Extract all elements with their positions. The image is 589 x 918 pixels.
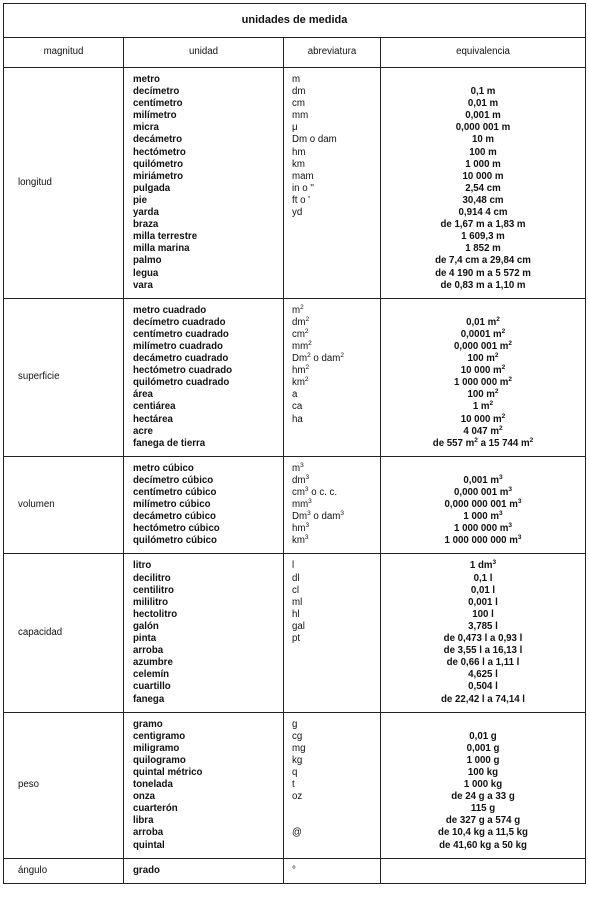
unit-name: metro: [133, 74, 160, 85]
unit-name: galón: [133, 620, 159, 632]
unit-abbreviation: cl: [292, 584, 299, 596]
unit-abbreviation: in o '': [292, 182, 315, 194]
unit-equivalence: 1 852 m: [465, 243, 501, 255]
table-row: [4, 712, 586, 858]
equivalence-cell: [381, 554, 586, 712]
unit-name: fanega de tierra: [133, 437, 206, 449]
unit-name: tonelada: [133, 779, 173, 791]
unit-equivalence: de 4 190 m a 5 572 m: [435, 267, 531, 279]
unit-abbreviation: $hm^3$: [292, 522, 310, 535]
unit-abbreviation: [292, 645, 380, 657]
unit-name: braza: [133, 219, 159, 231]
unit-abbreviation: [292, 840, 380, 852]
unit-equivalence: de 1,67 m a 1,83 m: [440, 219, 526, 231]
header-row: [4, 38, 586, 68]
unit-name: metro cúbico: [133, 462, 194, 474]
unit-name: área: [133, 389, 153, 401]
unit-name: pinta: [133, 633, 157, 645]
unit-equivalence: de 0,473 l a 0,93 l: [443, 633, 523, 645]
unit-abbreviation: $m^2$: [292, 303, 304, 316]
unit-cell: [124, 456, 284, 554]
unit-equivalence: 0,01 l: [470, 584, 496, 596]
unit-abbreviation: oz: [292, 791, 303, 803]
unit-name: fanega: [133, 693, 165, 705]
unit-abbreviation: [292, 803, 380, 815]
unit-cell: [124, 712, 284, 858]
title-row: [4, 4, 586, 38]
unit-equivalence: 0,000 001 $m^3$: [453, 486, 513, 498]
table-row: [4, 456, 586, 554]
unit-equivalence: 0,01 $m^2$: [466, 315, 500, 328]
unit-name: milla terrestre: [133, 231, 198, 243]
unit-equivalence: [381, 865, 585, 877]
unit-equivalence: [381, 305, 585, 317]
unit-name: hectómetro: [133, 146, 186, 158]
unit-abbreviation: a: [292, 389, 298, 401]
unit-equivalence: 100 $m^2$: [467, 352, 499, 365]
unit-name: arroba: [133, 645, 164, 657]
unit-abbreviation: $km^3$: [292, 534, 309, 547]
unit-equivalence: 0,001 g: [466, 742, 500, 754]
abbreviation-cell: [284, 712, 381, 858]
unit-equivalence: 1 $dm^3$: [469, 559, 497, 572]
unit-abbreviation: Dm$^3$ o dam$^3$: [292, 510, 344, 523]
unit-equivalence: 10 000 m: [462, 170, 504, 182]
equivalence-cell: [381, 712, 586, 858]
unit-equivalence: 1 000 $m^3$: [463, 510, 503, 523]
unit-name: centiárea: [133, 401, 176, 413]
unit-equivalence: 1 000 kg: [463, 779, 503, 791]
unit-equivalence: 0,1 l: [473, 572, 493, 584]
unit-abbreviation: $km^2$: [292, 376, 309, 389]
unit-cell: [124, 298, 284, 456]
unit-abbreviation: pt: [292, 633, 301, 645]
unit-equivalence: 1 000 g: [466, 754, 500, 766]
unit-abbreviation: [292, 815, 380, 827]
unit-abbreviation: [292, 657, 380, 669]
unit-name: pulgada: [133, 182, 171, 194]
unit-name: centímetro: [133, 98, 183, 110]
unit-equivalence: 100 kg: [467, 766, 499, 778]
header-unidad: unidad: [124, 38, 284, 68]
unit-name: litro: [133, 560, 152, 572]
unit-name: centímetro cuadrado: [133, 328, 229, 340]
unit-abbreviation: [292, 694, 380, 706]
unit-name: gramo: [133, 718, 163, 730]
unit-abbreviation: [292, 438, 380, 450]
table-row: [4, 298, 586, 456]
unit-cell: [124, 68, 284, 299]
unit-equivalence: 10 000 $m^2$: [460, 364, 506, 377]
unit-abbreviation: $cm^3$ o c. c.: [292, 486, 338, 498]
unit-equivalence: [381, 719, 585, 731]
equivalence-cell: [381, 456, 586, 554]
unit-name: decámetro cúbico: [133, 511, 216, 523]
magnitude-cell: capacidad: [4, 554, 124, 712]
unit-abbreviation: °: [292, 864, 296, 876]
unit-name: yarda: [133, 207, 159, 219]
unit-equivalence: 0,01 g: [469, 730, 497, 742]
unit-abbreviation: [292, 426, 380, 438]
unit-name: cuarterón: [133, 803, 178, 815]
unit-name: quilómetro cuadrado: [133, 377, 230, 389]
header-abreviatura: abreviatura: [284, 38, 381, 68]
table-title: unidades de medida: [4, 4, 586, 38]
abbreviation-cell: [284, 554, 381, 712]
unit-equivalence: 115 g: [470, 803, 496, 815]
unit-name: decímetro cuadrado: [133, 316, 226, 328]
unit-name: miligramo: [133, 742, 180, 754]
unit-name: decámetro cuadrado: [133, 353, 229, 365]
unit-abbreviation: dm: [292, 86, 306, 98]
unit-equivalence: 0,001 l: [468, 596, 498, 608]
unit-name: miriámetro: [133, 170, 184, 182]
equivalence-cell: [381, 858, 586, 883]
unit-abbreviation: yd: [292, 207, 303, 219]
unit-abbreviation: μ: [292, 122, 298, 134]
unit-equivalence: 1 000 m: [465, 158, 501, 170]
unit-equivalence: 1 000 000 $m^3$: [453, 522, 513, 535]
unit-name: quilómetro cúbico: [133, 535, 217, 547]
unit-abbreviation: cm: [292, 98, 305, 110]
unit-equivalence: 0,001 m: [465, 110, 501, 122]
unit-abbreviation: [292, 280, 380, 292]
equivalence-cell: [381, 298, 586, 456]
table-row: [4, 554, 586, 712]
unit-name: milla marina: [133, 243, 190, 255]
unit-equivalence: de 0,83 m a 1,10 m: [440, 279, 526, 291]
unit-name: milímetro cuadrado: [133, 340, 223, 352]
unit-name: hectárea: [133, 413, 173, 425]
unit-abbreviation: mg: [292, 742, 306, 754]
unit-equivalence: de 327 g a 574 g: [445, 815, 521, 827]
unit-name: decámetro: [133, 134, 182, 146]
unit-name: mililitro: [133, 596, 168, 608]
unit-equivalence: de 3,55 l a 16,13 l: [443, 645, 523, 657]
unit-equivalence: 0,01 m: [467, 98, 499, 110]
unit-equivalence: 100 $m^2$: [467, 388, 499, 401]
unit-name: milímetro: [133, 110, 177, 122]
units-table: [3, 3, 586, 884]
unit-name: pie: [133, 194, 147, 206]
unit-equivalence: de 557 $m^2$ a 15 744 $m^2$: [432, 436, 534, 449]
table-row: [4, 858, 586, 883]
unit-abbreviation: hm: [292, 146, 306, 158]
unit-abbreviation: [292, 268, 380, 280]
unit-name: centímetro cúbico: [133, 487, 217, 498]
unit-equivalence: 0,001 $m^3$: [463, 473, 503, 486]
unit-equivalence: de 0,66 l a 1,11 l: [446, 657, 520, 669]
unit-name: quintal métrico: [133, 766, 203, 778]
unit-name: milímetro cúbico: [133, 499, 211, 511]
unit-name: onza: [133, 791, 156, 803]
unit-abbreviation: [292, 255, 380, 267]
unit-name: decímetro: [133, 86, 180, 98]
unit-abbreviation: km: [292, 158, 305, 170]
unit-abbreviation: [292, 219, 380, 231]
unit-name: decilitro: [133, 572, 171, 584]
unit-name: hectómetro cúbico: [133, 523, 220, 535]
unit-abbreviation: Dm o dam: [292, 134, 337, 146]
table-row: [4, 68, 586, 299]
unit-abbreviation: ha: [292, 413, 303, 425]
unit-name: quilogramo: [133, 754, 186, 766]
unit-equivalence: 0,504 l: [468, 681, 498, 693]
unit-abbreviation: $dm^2$: [292, 315, 310, 328]
unit-abbreviation: $cm^2$: [292, 327, 309, 340]
unit-abbreviation: cg: [292, 730, 303, 742]
magnitude-cell: volumen: [4, 456, 124, 554]
unit-abbreviation: ml: [292, 596, 303, 608]
unit-equivalence: 4 047 $m^2$: [463, 424, 503, 437]
unit-cell: [124, 858, 284, 883]
unit-equivalence: 10 m: [471, 134, 495, 146]
abbreviation-cell: [284, 456, 381, 554]
unit-abbreviation: [292, 669, 380, 681]
unit-abbreviation: [292, 243, 380, 255]
unit-name: decímetro cúbico: [133, 474, 214, 486]
equivalence-cell: [381, 68, 586, 299]
unit-equivalence: 0,000 001 $m^2$: [453, 339, 513, 352]
unit-equivalence: 0,1 m: [470, 86, 496, 98]
unit-abbreviation: $dm^3$: [292, 473, 310, 486]
unit-name: vara: [133, 279, 153, 291]
abbreviation-cell: [284, 68, 381, 299]
unit-abbreviation: $hm^2$: [292, 364, 310, 377]
unit-equivalence: 30,48 cm: [462, 194, 504, 206]
header-equivalencia: equivalencia: [381, 38, 586, 68]
unit-equivalence: 100 m: [469, 146, 497, 158]
unit-abbreviation: g: [292, 718, 298, 730]
unit-name: hectómetro cuadrado: [133, 365, 233, 377]
unit-equivalence: 0,914 4 cm: [458, 207, 508, 219]
unit-abbreviation: [292, 681, 380, 693]
unit-equivalence: 100 l: [472, 608, 494, 620]
unit-abbreviation: t: [292, 779, 295, 791]
unit-equivalence: de 10,4 kg a 11,5 kg: [438, 827, 528, 839]
unit-abbreviation: q: [292, 766, 298, 778]
unit-abbreviation: $mm^2$: [292, 339, 312, 352]
unit-abbreviation: [292, 231, 380, 243]
magnitude-cell: peso: [4, 712, 124, 858]
unit-abbreviation: $m^3$: [292, 461, 304, 474]
unit-abbreviation: mam: [292, 170, 314, 182]
unit-name: azumbre: [133, 657, 173, 669]
unit-equivalence: de 22,42 l a 74,14 l: [440, 693, 526, 705]
unit-name: acre: [133, 425, 153, 437]
magnitude-cell: superficie: [4, 298, 124, 456]
unit-name: grado: [133, 864, 160, 876]
unit-name: hectolitro: [133, 608, 178, 620]
unit-equivalence: de 24 g a 33 g: [451, 791, 515, 803]
unit-abbreviation: @: [292, 827, 302, 839]
unit-abbreviation: l: [292, 560, 295, 572]
unit-equivalence: [381, 463, 585, 475]
unit-equivalence: 10 000 $m^2$: [460, 412, 506, 425]
units-table-container: [3, 3, 585, 884]
unit-name: quintal: [133, 839, 165, 851]
unit-abbreviation: m: [292, 74, 301, 85]
unit-equivalence: 0,000 001 m: [455, 122, 511, 134]
unit-equivalence: 0,000 000 001 $m^3$: [444, 498, 522, 511]
unit-abbreviation: hl: [292, 608, 300, 620]
unit-name: arroba: [133, 827, 164, 839]
unit-abbreviation: dl: [292, 572, 300, 584]
unit-abbreviation: $mm^3$: [292, 498, 312, 511]
unit-equivalence: 2,54 cm: [465, 182, 501, 194]
unit-abbreviation: ca: [292, 401, 303, 413]
unit-equivalence: 1 000 000 000 $m^3$: [444, 534, 522, 547]
unit-equivalence: 4,625 l: [468, 669, 498, 681]
unit-name: centilitro: [133, 584, 174, 596]
unit-abbreviation: Dm$^2$ o dam$^2$: [292, 352, 344, 365]
unit-name: metro cuadrado: [133, 304, 207, 316]
unit-name: celemín: [133, 669, 170, 681]
unit-abbreviation: mm: [292, 110, 309, 122]
unit-name: cuartillo: [133, 681, 171, 693]
abbreviation-cell: [284, 298, 381, 456]
unit-equivalence: de 41,60 kg a 50 kg: [439, 839, 527, 851]
unit-name: palmo: [133, 255, 162, 267]
unit-name: libra: [133, 815, 154, 827]
unit-equivalence: 1 609,3 m: [461, 231, 505, 243]
unit-equivalence: 1 $m^2$: [472, 400, 494, 413]
magnitude-cell: ángulo: [4, 858, 124, 883]
unit-name: legua: [133, 267, 159, 279]
unit-equivalence: 1 000 000 $m^2$: [453, 376, 513, 389]
unit-equivalence: de 7,4 cm a 29,84 cm: [435, 255, 531, 267]
unit-cell: [124, 554, 284, 712]
abbreviation-cell: [284, 858, 381, 883]
unit-abbreviation: kg: [292, 754, 303, 766]
unit-abbreviation: gal: [292, 620, 305, 632]
unit-abbreviation: ft o ': [292, 194, 311, 206]
unit-name: quilómetro: [133, 158, 184, 170]
unit-equivalence: 0,0001 $m^2$: [460, 327, 506, 340]
magnitude-cell: longitud: [4, 68, 124, 299]
unit-equivalence: [381, 74, 585, 86]
header-magnitud: magnitud: [4, 38, 124, 68]
unit-equivalence: 3,785 l: [468, 620, 498, 632]
unit-name: centigramo: [133, 730, 186, 742]
unit-name: micra: [133, 122, 159, 134]
